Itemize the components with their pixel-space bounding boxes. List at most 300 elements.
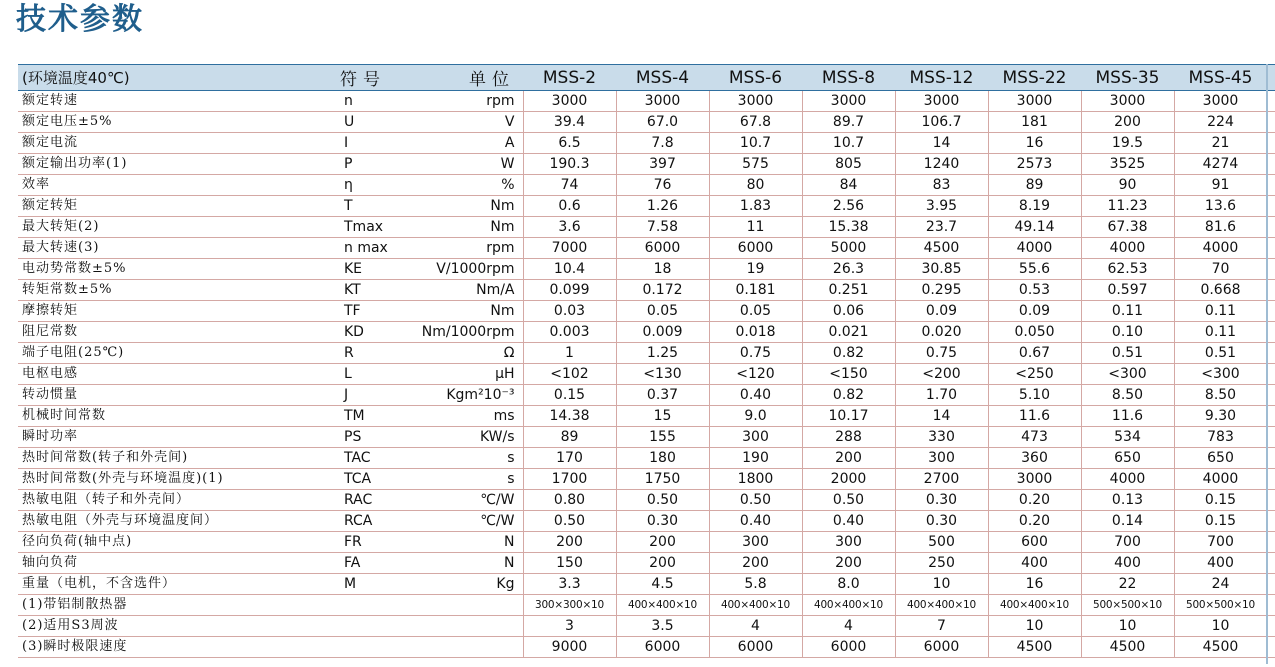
unit-cell: V/1000rpm <box>405 259 523 280</box>
value-cell: 4274 <box>1174 154 1267 175</box>
value-cell: <130 <box>616 364 709 385</box>
value-cell: 0.13 <box>1081 490 1174 511</box>
value-cell: 23.7 <box>895 217 988 238</box>
value-cell: 1800 <box>709 469 802 490</box>
value-cell: 0.668 <box>1174 280 1267 301</box>
value-cell: 0.50 <box>616 490 709 511</box>
value-cell: 19.5 <box>1081 133 1174 154</box>
value-cell: 0.51 <box>1081 343 1174 364</box>
header-model: MSS-35 <box>1081 65 1174 91</box>
value-cell: 11 <box>709 217 802 238</box>
value-cell: <200 <box>895 364 988 385</box>
symbol-cell: RAC <box>340 490 405 511</box>
unit-cell: ℃/W <box>405 511 523 532</box>
value-cell: 0.003 <box>523 322 616 343</box>
table-row <box>18 469 1275 490</box>
value-cell: 2.56 <box>802 196 895 217</box>
table-row <box>18 427 1275 448</box>
value-cell: 3 <box>523 616 616 637</box>
unit-cell: s <box>405 469 523 490</box>
value-cell: 170 <box>523 448 616 469</box>
header-model: MSS-12 <box>895 65 988 91</box>
value-cell: 0.6 <box>523 196 616 217</box>
value-cell: 0.51 <box>1174 343 1267 364</box>
value-cell: 4.5 <box>616 574 709 595</box>
header-model: MSS-4 <box>616 65 709 91</box>
value-cell: 0.40 <box>802 511 895 532</box>
header-model: MSS-22 <box>988 65 1081 91</box>
unit-cell: s <box>405 448 523 469</box>
value-cell: <250 <box>988 364 1081 385</box>
row-spacer <box>1267 385 1275 406</box>
value-cell: 300 <box>895 448 988 469</box>
value-cell: 1.25 <box>616 343 709 364</box>
symbol-cell: TF <box>340 301 405 322</box>
value-cell: 150 <box>523 553 616 574</box>
value-cell: 2000 <box>802 469 895 490</box>
value-cell: 3000 <box>1081 91 1174 112</box>
value-cell: 3.5 <box>616 616 709 637</box>
header-model: MSS-6 <box>709 65 802 91</box>
value-cell: 190.3 <box>523 154 616 175</box>
header-symbol: 符号 <box>340 65 405 91</box>
value-cell: 5.8 <box>709 574 802 595</box>
value-cell: 0.06 <box>802 301 895 322</box>
table-row <box>18 322 1275 343</box>
unit-cell: % <box>405 175 523 196</box>
header-spacer <box>1267 65 1275 91</box>
table-row <box>18 637 1275 658</box>
value-cell: <150 <box>802 364 895 385</box>
value-cell: 67.38 <box>1081 217 1174 238</box>
value-cell: 89.7 <box>802 112 895 133</box>
table-row <box>18 511 1275 532</box>
unit-cell: W <box>405 154 523 175</box>
value-cell: 8.19 <box>988 196 1081 217</box>
value-cell: 300 <box>709 427 802 448</box>
value-cell: 400×400×10 <box>802 595 895 616</box>
row-spacer <box>1267 532 1275 553</box>
symbol-cell: FR <box>340 532 405 553</box>
value-cell: <300 <box>1081 364 1174 385</box>
value-cell: 10.17 <box>802 406 895 427</box>
value-cell: 89 <box>523 427 616 448</box>
value-cell: 300 <box>802 532 895 553</box>
symbol-cell: J <box>340 385 405 406</box>
value-cell: 4500 <box>988 637 1081 658</box>
value-cell: 3000 <box>709 91 802 112</box>
value-cell: 0.597 <box>1081 280 1174 301</box>
unit-cell: μH <box>405 364 523 385</box>
value-cell: 10 <box>895 574 988 595</box>
value-cell: 39.4 <box>523 112 616 133</box>
param-cell: 热敏电阻（外壳与环境温度间） <box>18 511 340 532</box>
table-row <box>18 343 1275 364</box>
param-cell: 瞬时功率 <box>18 427 340 448</box>
value-cell: 650 <box>1081 448 1174 469</box>
param-cell: 摩擦转矩 <box>18 301 340 322</box>
value-cell: 0.10 <box>1081 322 1174 343</box>
value-cell: 288 <box>802 427 895 448</box>
header-param: (环境温度40℃) <box>18 65 340 91</box>
value-cell: 400 <box>988 553 1081 574</box>
value-cell: 14 <box>895 406 988 427</box>
value-cell: 400 <box>1081 553 1174 574</box>
value-cell: 9.30 <box>1174 406 1267 427</box>
value-cell: 1240 <box>895 154 988 175</box>
unit-cell <box>405 595 523 616</box>
value-cell: 91 <box>1174 175 1267 196</box>
value-cell: 783 <box>1174 427 1267 448</box>
value-cell: 4500 <box>895 238 988 259</box>
value-cell: 2700 <box>895 469 988 490</box>
table-row <box>18 448 1275 469</box>
param-cell: (2)适用S3周波 <box>18 616 340 637</box>
value-cell: 0.67 <box>988 343 1081 364</box>
param-cell: 额定转矩 <box>18 196 340 217</box>
value-cell: 1700 <box>523 469 616 490</box>
row-spacer <box>1267 196 1275 217</box>
value-cell: 500 <box>895 532 988 553</box>
value-cell: 84 <box>802 175 895 196</box>
symbol-cell: T <box>340 196 405 217</box>
unit-cell: Nm/1000rpm <box>405 322 523 343</box>
unit-cell: Nm <box>405 217 523 238</box>
param-cell: 效率 <box>18 175 340 196</box>
value-cell: 0.82 <box>802 343 895 364</box>
unit-cell: A <box>405 133 523 154</box>
unit-cell: Nm <box>405 301 523 322</box>
value-cell: 200 <box>802 553 895 574</box>
table-row <box>18 301 1275 322</box>
value-cell: 6000 <box>709 238 802 259</box>
table-row <box>18 196 1275 217</box>
value-cell: 4000 <box>1174 469 1267 490</box>
value-cell: 190 <box>709 448 802 469</box>
table-row <box>18 385 1275 406</box>
row-spacer <box>1267 217 1275 238</box>
value-cell: 19 <box>709 259 802 280</box>
symbol-cell: TCA <box>340 469 405 490</box>
symbol-cell: KD <box>340 322 405 343</box>
value-cell: 8.0 <box>802 574 895 595</box>
symbol-cell: M <box>340 574 405 595</box>
row-spacer <box>1267 427 1275 448</box>
value-cell: 6000 <box>616 637 709 658</box>
unit-cell: Kgm²10⁻³ <box>405 385 523 406</box>
symbol-cell: Tmax <box>340 217 405 238</box>
value-cell: 0.53 <box>988 280 1081 301</box>
value-cell: 5.10 <box>988 385 1081 406</box>
param-cell: 电枢电感 <box>18 364 340 385</box>
symbol-cell <box>340 616 405 637</box>
symbol-cell: L <box>340 364 405 385</box>
value-cell: 6000 <box>709 637 802 658</box>
value-cell: 4500 <box>1081 637 1174 658</box>
value-cell: 10.7 <box>802 133 895 154</box>
row-spacer <box>1267 154 1275 175</box>
table-row <box>18 574 1275 595</box>
table-row <box>18 238 1275 259</box>
value-cell: 300 <box>709 532 802 553</box>
value-cell: 49.14 <box>988 217 1081 238</box>
param-cell: 额定电压±5% <box>18 112 340 133</box>
symbol-cell: U <box>340 112 405 133</box>
value-cell: 0.40 <box>709 385 802 406</box>
row-spacer <box>1267 133 1275 154</box>
value-cell: 67.8 <box>709 112 802 133</box>
value-cell: 0.15 <box>1174 511 1267 532</box>
header-unit: 单位 <box>405 65 523 91</box>
row-spacer <box>1267 553 1275 574</box>
table-row <box>18 595 1275 616</box>
value-cell: 5000 <box>802 238 895 259</box>
row-spacer <box>1267 616 1275 637</box>
param-cell: 热敏电阻（转子和外壳间） <box>18 490 340 511</box>
table-row <box>18 91 1275 112</box>
symbol-cell: η <box>340 175 405 196</box>
row-spacer <box>1267 280 1275 301</box>
value-cell: 1.26 <box>616 196 709 217</box>
header-model: MSS-45 <box>1174 65 1267 91</box>
table-row <box>18 217 1275 238</box>
value-cell: 200 <box>616 532 709 553</box>
row-spacer <box>1267 322 1275 343</box>
value-cell: 81.6 <box>1174 217 1267 238</box>
value-cell: 10 <box>1174 616 1267 637</box>
symbol-cell <box>340 595 405 616</box>
value-cell: 1.70 <box>895 385 988 406</box>
value-cell: 0.020 <box>895 322 988 343</box>
value-cell: 10.7 <box>709 133 802 154</box>
row-spacer <box>1267 595 1275 616</box>
value-cell: 0.172 <box>616 280 709 301</box>
row-spacer <box>1267 301 1275 322</box>
value-cell: 9.0 <box>709 406 802 427</box>
value-cell: 2573 <box>988 154 1081 175</box>
value-cell: 62.53 <box>1081 259 1174 280</box>
value-cell: 400×400×10 <box>709 595 802 616</box>
table-body <box>18 91 1275 658</box>
value-cell: 4500 <box>1174 637 1267 658</box>
value-cell: 3000 <box>523 91 616 112</box>
value-cell: 0.021 <box>802 322 895 343</box>
param-cell: (1)带铝制散热器 <box>18 595 340 616</box>
value-cell: 200 <box>523 532 616 553</box>
row-spacer <box>1267 469 1275 490</box>
value-cell: 3.3 <box>523 574 616 595</box>
value-cell: 1.83 <box>709 196 802 217</box>
value-cell: 83 <box>895 175 988 196</box>
table-row <box>18 112 1275 133</box>
value-cell: 3000 <box>988 91 1081 112</box>
value-cell: 0.20 <box>988 490 1081 511</box>
header-model: MSS-2 <box>523 65 616 91</box>
param-cell: (3)瞬时极限速度 <box>18 637 340 658</box>
value-cell: 3000 <box>895 91 988 112</box>
value-cell: 18 <box>616 259 709 280</box>
value-cell: 600 <box>988 532 1081 553</box>
row-spacer <box>1267 91 1275 112</box>
param-cell: 径向负荷(轴中点) <box>18 532 340 553</box>
value-cell: 473 <box>988 427 1081 448</box>
value-cell: 300×300×10 <box>523 595 616 616</box>
value-cell: 200 <box>709 553 802 574</box>
table-row <box>18 280 1275 301</box>
value-cell: 0.099 <box>523 280 616 301</box>
value-cell: 22 <box>1081 574 1174 595</box>
table-row <box>18 616 1275 637</box>
value-cell: 575 <box>709 154 802 175</box>
unit-cell: Nm/A <box>405 280 523 301</box>
unit-cell: N <box>405 553 523 574</box>
value-cell: 15 <box>616 406 709 427</box>
table-row <box>18 259 1275 280</box>
symbol-cell: n <box>340 91 405 112</box>
value-cell: 6000 <box>895 637 988 658</box>
symbol-cell: R <box>340 343 405 364</box>
unit-cell: Kg <box>405 574 523 595</box>
value-cell: 70 <box>1174 259 1267 280</box>
value-cell: 0.80 <box>523 490 616 511</box>
value-cell: 700 <box>1081 532 1174 553</box>
value-cell: 0.75 <box>895 343 988 364</box>
value-cell: 3000 <box>802 91 895 112</box>
value-cell: 11.6 <box>988 406 1081 427</box>
symbol-cell: KT <box>340 280 405 301</box>
value-cell: 10 <box>988 616 1081 637</box>
value-cell: 89 <box>988 175 1081 196</box>
symbol-cell: FA <box>340 553 405 574</box>
table-row <box>18 553 1275 574</box>
value-cell: 106.7 <box>895 112 988 133</box>
value-cell: 534 <box>1081 427 1174 448</box>
value-cell: 24 <box>1174 574 1267 595</box>
value-cell: <120 <box>709 364 802 385</box>
value-cell: 4000 <box>988 238 1081 259</box>
table-row <box>18 532 1275 553</box>
value-cell: 4000 <box>1174 238 1267 259</box>
value-cell: 500×500×10 <box>1174 595 1267 616</box>
value-cell: 3000 <box>988 469 1081 490</box>
value-cell: 16 <box>988 574 1081 595</box>
page-title: 技术参数 <box>16 2 144 37</box>
value-cell: 397 <box>616 154 709 175</box>
symbol-cell: I <box>340 133 405 154</box>
symbol-cell: P <box>340 154 405 175</box>
value-cell: 16 <box>988 133 1081 154</box>
value-cell: 400×400×10 <box>988 595 1081 616</box>
value-cell: 6.5 <box>523 133 616 154</box>
param-cell: 轴向负荷 <box>18 553 340 574</box>
value-cell: 180 <box>616 448 709 469</box>
value-cell: 250 <box>895 553 988 574</box>
value-cell: 11.6 <box>1081 406 1174 427</box>
value-cell: 7.8 <box>616 133 709 154</box>
value-cell: 55.6 <box>988 259 1081 280</box>
value-cell: 4 <box>802 616 895 637</box>
value-cell: 805 <box>802 154 895 175</box>
value-cell: 0.181 <box>709 280 802 301</box>
symbol-cell <box>340 637 405 658</box>
param-cell: 额定电流 <box>18 133 340 154</box>
value-cell: 400×400×10 <box>616 595 709 616</box>
symbol-cell: KE <box>340 259 405 280</box>
value-cell: 4 <box>709 616 802 637</box>
value-cell: 330 <box>895 427 988 448</box>
unit-cell: KW/s <box>405 427 523 448</box>
value-cell: 0.15 <box>523 385 616 406</box>
value-cell: 360 <box>988 448 1081 469</box>
unit-cell: rpm <box>405 238 523 259</box>
value-cell: 3.95 <box>895 196 988 217</box>
value-cell: 30.85 <box>895 259 988 280</box>
value-cell: 26.3 <box>802 259 895 280</box>
value-cell: 500×500×10 <box>1081 595 1174 616</box>
value-cell: 14 <box>895 133 988 154</box>
value-cell: 1750 <box>616 469 709 490</box>
param-cell: 最大转速(3) <box>18 238 340 259</box>
param-cell: 额定输出功率(1) <box>18 154 340 175</box>
param-cell: 转动惯量 <box>18 385 340 406</box>
value-cell: 6000 <box>802 637 895 658</box>
row-spacer <box>1267 448 1275 469</box>
value-cell: 0.09 <box>895 301 988 322</box>
value-cell: 7.58 <box>616 217 709 238</box>
value-cell: 0.14 <box>1081 511 1174 532</box>
param-cell: 额定转速 <box>18 91 340 112</box>
unit-cell: ℃/W <box>405 490 523 511</box>
table-header-row <box>18 65 1275 91</box>
value-cell: 200 <box>616 553 709 574</box>
value-cell: 67.0 <box>616 112 709 133</box>
value-cell: 0.40 <box>709 511 802 532</box>
value-cell: 90 <box>1081 175 1174 196</box>
value-cell: <300 <box>1174 364 1267 385</box>
value-cell: 76 <box>616 175 709 196</box>
value-cell: 4000 <box>1081 469 1174 490</box>
param-cell: 阻尼常数 <box>18 322 340 343</box>
value-cell: 1 <box>523 343 616 364</box>
value-cell: 0.05 <box>709 301 802 322</box>
value-cell: 0.050 <box>988 322 1081 343</box>
value-cell: 11.23 <box>1081 196 1174 217</box>
unit-cell: Nm <box>405 196 523 217</box>
value-cell: 0.03 <box>523 301 616 322</box>
value-cell: 14.38 <box>523 406 616 427</box>
value-cell: 0.50 <box>523 511 616 532</box>
value-cell: 0.37 <box>616 385 709 406</box>
table-row <box>18 406 1275 427</box>
value-cell: 200 <box>1081 112 1174 133</box>
value-cell: 0.50 <box>802 490 895 511</box>
value-cell: 3525 <box>1081 154 1174 175</box>
table-row <box>18 154 1275 175</box>
param-cell: 重量（电机，不含选件） <box>18 574 340 595</box>
value-cell: 0.50 <box>709 490 802 511</box>
value-cell: 0.30 <box>616 511 709 532</box>
symbol-cell: TM <box>340 406 405 427</box>
symbol-cell: TAC <box>340 448 405 469</box>
value-cell: 8.50 <box>1174 385 1267 406</box>
value-cell: 0.11 <box>1174 301 1267 322</box>
row-spacer <box>1267 259 1275 280</box>
value-cell: <102 <box>523 364 616 385</box>
value-cell: 3.6 <box>523 217 616 238</box>
unit-cell: N <box>405 532 523 553</box>
value-cell: 7000 <box>523 238 616 259</box>
value-cell: 200 <box>802 448 895 469</box>
